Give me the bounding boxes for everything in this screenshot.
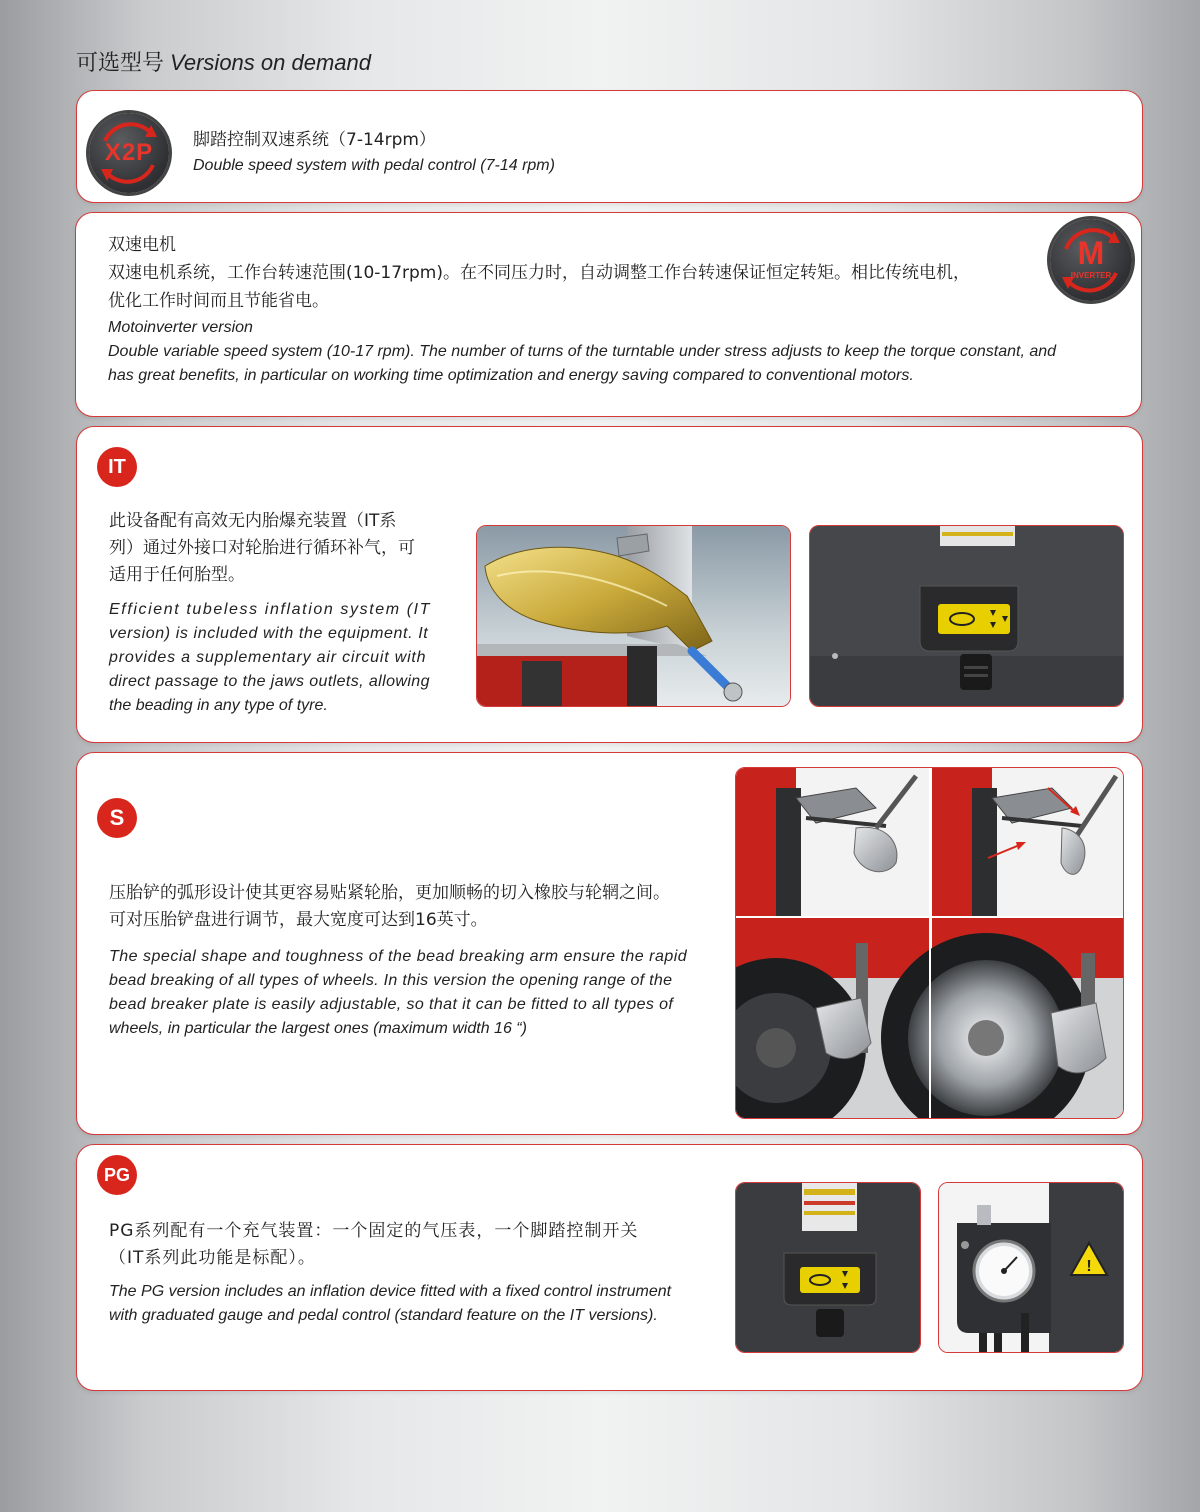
x2p-badge-icon bbox=[89, 113, 169, 193]
card-it bbox=[76, 426, 1143, 743]
card-x2p bbox=[76, 90, 1143, 203]
x2p-desc-zh: 脚踏控制双速系统（7-14rpm） bbox=[193, 130, 436, 150]
moto-desc-en-1: Double variable speed system (10-17 rpm). The number of turns of the turntable under stress adjusts to keep the torque constant, and bbox=[108, 343, 1057, 360]
it-desc-zh-3: 适用于任何胎型。 bbox=[109, 565, 245, 585]
s-desc-zh-1: 压胎铲的弧形设计使其更容易贴紧轮胎，更加顺畅的切入橡胶与轮辋之间。 bbox=[109, 883, 670, 903]
it-desc-en-4: direct passage to the jaws outlets, allowing bbox=[109, 673, 430, 690]
bead-breaker-illustration bbox=[736, 768, 1124, 1119]
s-badge-icon: S bbox=[97, 798, 137, 838]
it-desc-zh-2: 列）通过外接口对轮胎进行循环补气，可 bbox=[109, 538, 415, 558]
it-photo-inflation-jaw bbox=[476, 525, 791, 707]
moto-desc-zh-1: 双速电机系统，工作台转速范围(10-17rpm)。在不同压力时，自动调整工作台转速保证恒定转矩。相比传统电机， bbox=[108, 263, 971, 283]
pg-desc-en-1: The PG version includes an inflation device fitted with a fixed control instrument bbox=[109, 1283, 672, 1300]
s-desc-en-3: bead breaker plate is easily adjustable, so that it can be fitted to all types of bbox=[109, 996, 674, 1013]
it-desc-en-1: Efficient tubeless inflation system (IT bbox=[109, 601, 432, 618]
s-photo-grid bbox=[735, 767, 1124, 1119]
pressure-gauge-illustration bbox=[939, 1183, 1124, 1353]
pg-photo-pedal-panel bbox=[735, 1182, 921, 1353]
moto-title-en: Motoinverter version bbox=[108, 319, 253, 336]
pg-desc-zh-2: （IT系列此功能是标配）。 bbox=[109, 1248, 316, 1268]
it-photo-pedal-panel bbox=[809, 525, 1124, 707]
pg-desc-en-2: with graduated gauge and pedal control (standard feature on the IT versions). bbox=[109, 1307, 658, 1324]
it-badge-icon: IT bbox=[97, 447, 137, 487]
s-desc-zh-2: 可对压胎铲盘进行调节，最大宽度可达到16英寸。 bbox=[109, 910, 488, 930]
pg-photo-pressure-gauge bbox=[938, 1182, 1124, 1353]
s-desc-en-1: The special shape and toughness of the bead breaking arm ensure the rapid bbox=[109, 948, 688, 965]
inverter-badge-letter: M bbox=[1077, 235, 1105, 271]
s-desc-en-4: wheels, in particular the largest ones (maximum width 16 “) bbox=[109, 1020, 527, 1037]
x2p-desc-en: Double speed system with pedal control (7-14 rpm) bbox=[193, 157, 555, 174]
inverter-badge-sub: INVERTER bbox=[1070, 271, 1112, 280]
pg-badge-icon: PG bbox=[97, 1155, 137, 1195]
it-desc-en-2: version) is included with the equipment. It bbox=[109, 625, 429, 642]
moto-desc-en-2: has great benefits, in particular on working time optimization and energy saving compared to conventional motors. bbox=[108, 367, 914, 384]
it-desc-zh-1: 此设备配有高效无内胎爆充装置（IT系 bbox=[109, 511, 397, 531]
card-pg bbox=[76, 1144, 1143, 1391]
page-title-zh: 可选型号 bbox=[76, 51, 165, 76]
inverter-badge-icon bbox=[1050, 219, 1132, 301]
pg-desc-zh-1: PG系列配有一个充气装置：一个固定的气压表，一个脚踏控制开关 bbox=[109, 1221, 639, 1241]
card-s bbox=[76, 752, 1143, 1135]
x2p-badge-label: X2P bbox=[104, 139, 154, 166]
it-desc-en-3: provides a supplementary air circuit with bbox=[109, 649, 427, 666]
inflation-jaw-illustration bbox=[477, 526, 791, 707]
page-title bbox=[76, 46, 371, 77]
it-desc-en-5: the beading in any type of tyre. bbox=[109, 697, 328, 714]
pg-pedal-illustration bbox=[736, 1183, 921, 1353]
s-desc-en-2: bead breaking of all types of wheels. In this version the opening range of the bbox=[109, 972, 673, 989]
page-title-en: Versions on demand bbox=[170, 50, 371, 75]
card-motoinverter bbox=[75, 212, 1142, 417]
moto-desc-zh-2: 优化工作时间而且节能省电。 bbox=[108, 291, 329, 311]
moto-title-zh: 双速电机 bbox=[108, 235, 176, 255]
pedal-panel-illustration bbox=[810, 526, 1124, 707]
svg-text:!: ! bbox=[1086, 1258, 1092, 1275]
